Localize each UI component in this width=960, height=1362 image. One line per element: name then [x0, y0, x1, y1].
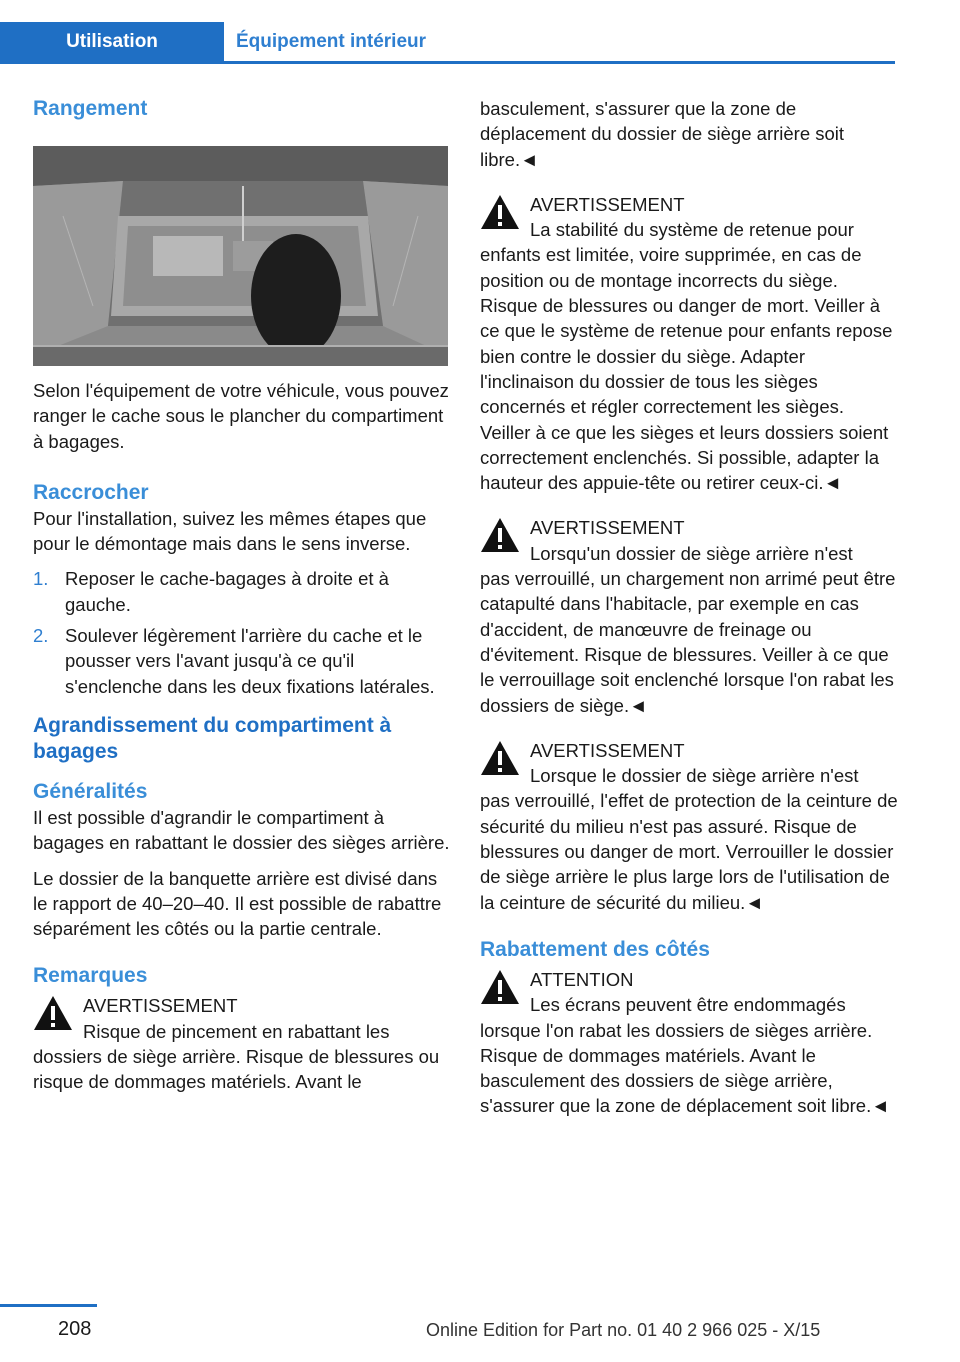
warning-title: AVERTISSEMENT [530, 193, 685, 215]
caution-title: ATTENTION [530, 968, 634, 990]
list-item [33, 623, 451, 699]
warning-triangle-icon [480, 194, 520, 230]
heading-remarques: Remarques [33, 964, 148, 988]
warning-triangle-icon [480, 517, 520, 553]
warning-text-first-line: La stabilité du système de retenue pour [530, 219, 854, 241]
left-column [33, 96, 451, 1107]
warning-text-first-line: Lorsqu'un dossier de siège arrière n'est [530, 542, 853, 564]
edition-footer: Online Edition for Part no. 01 40 2 966 025 - X/15 [426, 1320, 821, 1340]
step-number: 2. [33, 625, 49, 647]
warning-triangle-icon [33, 995, 73, 1031]
paragraph-raccrocher: Pour l'installation, suivez les mêmes étapes que pour le démontage mais dans le sens inverse. [33, 507, 427, 555]
warning-text: pas verrouillé, l'effet de protection de la ceinture de sécurité du milieu n'est pas assuré. Risque de blessures ou danger de mort. Verrouiller le dossier de siège arrière le plus large lors de l'utilisation de la ceinture de sécurité du milieu.◄ [480, 790, 898, 913]
warning-text-first-line: Lorsque le dossier de siège arrière n'est [530, 765, 859, 787]
paragraph-generalites-1: Il est possible d'agrandir le compartiment à bagages en rabattant le dossier des sièges arrière. [33, 806, 450, 854]
heading-raccrocher: Raccrocher [33, 480, 149, 504]
warning-text-first-line: Risque de pincement en rabattant les [83, 1020, 390, 1042]
list-item [33, 566, 451, 617]
heading-rangement: Rangement [33, 97, 148, 120]
chapter-tab[interactable]: Équipement intérieur [236, 31, 427, 52]
caution-screens [480, 967, 898, 1119]
heading-rabattement: Rabattement des côtés [480, 937, 710, 961]
paragraph-continued: basculement, s'assurer que la zone de déplacement du dossier de siège arrière soit libre.◄ [480, 98, 845, 170]
page-number: 208 [58, 1318, 92, 1340]
trunk-illustration [33, 146, 448, 366]
step-text: Reposer le cache-bagages à droite et à gauche. [65, 568, 389, 615]
step-number: 1. [33, 568, 49, 590]
warning-title: AVERTISSEMENT [530, 517, 685, 539]
warning-pinch [33, 993, 451, 1094]
warning-triangle-icon [480, 969, 520, 1005]
steps-list [33, 566, 451, 698]
warning-title: AVERTISSEMENT [530, 739, 685, 761]
warning-triangle-icon [480, 740, 520, 776]
paragraph-rangement: Selon l'équipement de votre véhicule, vous pouvez ranger le cache sous le plancher du compartiment à bagages. [33, 380, 449, 452]
heading-agrandissement: Agrandissement du compartiment à bagages [33, 713, 392, 763]
warning-text: enfants est limitée, voire supprimée, en cas de position ou de montage incorrects du siège. Risque de blessures ou danger de mort. Veiller à ce que le système de retenue pour enfants repose bien contre le dossier du siège. Adapter l'inclinaison du dossier de tous les sièges concernés et régler correctement les sièges. Veiller à ce que les sièges et leurs dossiers soient correctement enclenchés. Si possible, adapter la hauteur des appuie-tête ou retirer ceux-ci.◄ [480, 244, 893, 494]
paragraph-generalites-2: Le dossier de la banquette arrière est divisé dans le rapport de 40–20–40. Il est possible de rabattre séparément les côtés ou la partie centrale. [33, 867, 442, 940]
warning-center-belt [480, 738, 898, 915]
footer-rule [0, 1304, 97, 1307]
trunk-storage-photo [33, 146, 448, 366]
warning-text: pas verrouillé, un chargement non arrimé peut être catapulté dans l'habitacle, par exemple en cas d'accident, de manœuvre de freinage ou d'évitement. Risque de blessures. Veiller à ce que le verrouillage soit enclenché lorsque l'on rabat les dossiers de siège.◄ [480, 568, 896, 716]
header-rule [0, 61, 895, 64]
caution-text-first-line: Les écrans peuvent être endommagés [530, 994, 846, 1016]
right-column [480, 96, 898, 1131]
warning-child-seat [480, 192, 898, 496]
warning-text: dossiers de siège arrière. Risque de blessures ou risque de dommages matériels. Avant le [33, 1046, 440, 1093]
caution-text: lorsque l'on rabat les dossiers de sièges arrière. Risque de dommages matériels. Avant le basculement des dossiers de siège arrière, s'assurer que la zone de déplacement soit libre.◄ [480, 1019, 890, 1117]
heading-generalites: Généralités [33, 779, 148, 803]
step-text: Soulever légèrement l'arrière du cache et le pousser vers l'avant jusqu'à ce qu'il s'enclenche dans les deux fixations latérales. [65, 625, 435, 697]
warning-title: AVERTISSEMENT [83, 995, 238, 1017]
warning-cargo [480, 515, 898, 717]
section-tab[interactable]: Utilisation [0, 22, 224, 62]
page-header [0, 22, 895, 62]
